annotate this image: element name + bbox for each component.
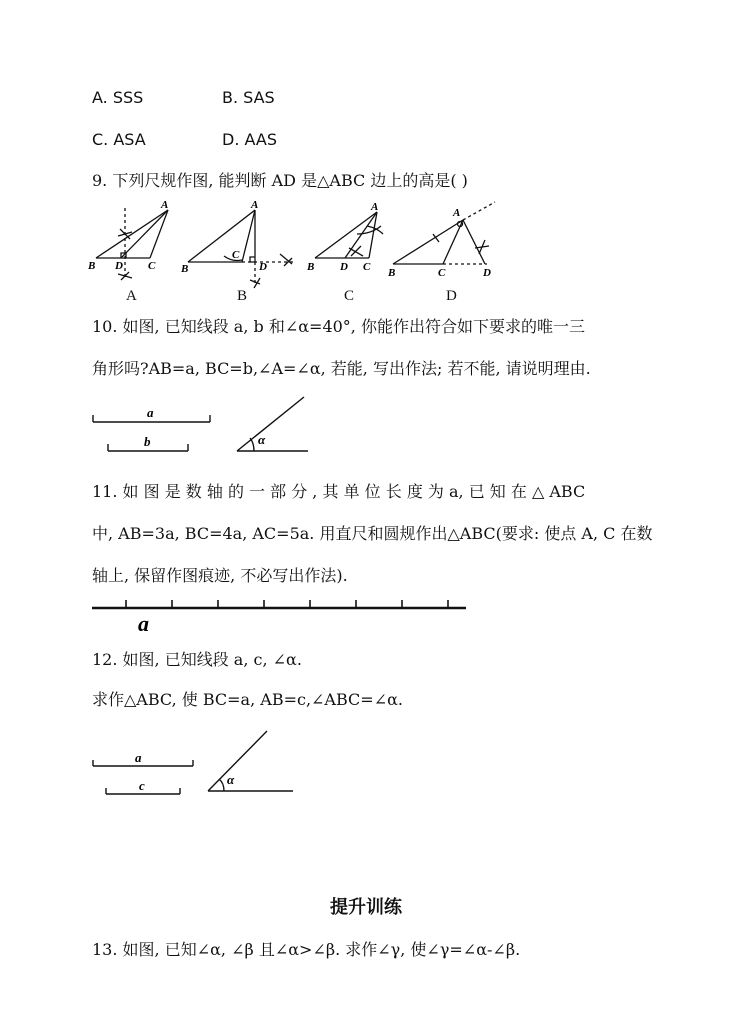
label-b: B	[88, 260, 96, 272]
label-c: C	[148, 260, 156, 272]
question-10-line-2: 角形吗?AB=a, BC=b,∠A=∠α, 若能, 写出作法; 若不能, 请说明理由.	[92, 359, 591, 378]
figure-9b-caption: B	[237, 288, 248, 304]
label-c: C	[438, 267, 446, 279]
label-b: B	[307, 261, 315, 273]
label-d: D	[115, 260, 123, 272]
figure-9d	[385, 198, 505, 284]
figure-9a-caption: A	[126, 288, 137, 304]
label-b: B	[388, 267, 396, 279]
figure-9d-caption: D	[446, 288, 457, 304]
figure-9b	[180, 198, 300, 290]
unit-length-label: a	[138, 611, 149, 636]
section-heading: 提升训练	[330, 897, 402, 918]
segment-a-label: a	[147, 405, 154, 420]
label-b: B	[181, 263, 189, 275]
question-11-line-2: 中, AB=3a, BC=4a, AC=5a. 用直尺和圆规作出△ABC(要求: 使点 A, C 在数	[92, 524, 653, 543]
figure-12-segments	[92, 746, 202, 800]
question-11-line-1: 11. 如 图 是 数 轴 的 一 部 分 , 其 单 位 长 度 为 a, 已 知 在 △ ABC	[92, 482, 586, 501]
option-d: D. AAS	[222, 130, 277, 149]
label-c: C	[363, 261, 371, 273]
label-a: A	[161, 199, 169, 211]
option-b: B. SAS	[222, 88, 275, 107]
angle-alpha-label: α	[227, 772, 235, 787]
question-11-line-3: 轴上, 保留作图痕迹, 不必写出作法).	[92, 566, 348, 585]
number-line	[92, 598, 472, 634]
label-a: A	[453, 207, 461, 219]
question-10-line-1: 10. 如图, 已知线段 a, b 和∠α=40°, 你能作出符合如下要求的唯一三	[92, 317, 585, 336]
segment-c-label: c	[139, 778, 145, 793]
label-a: A	[251, 199, 259, 211]
option-c: C. ASA	[92, 130, 146, 149]
question-12-line-2: 求作△ABC, 使 BC=a, AB=c,∠ABC=∠α.	[92, 690, 403, 709]
label-d: D	[483, 267, 491, 279]
figure-12-angle	[207, 729, 297, 795]
figure-9c-caption: C	[344, 288, 355, 304]
option-a: A. SSS	[92, 88, 144, 107]
segment-b-label: b	[144, 434, 151, 449]
segment-a-label: a	[135, 750, 142, 765]
figure-10-angle	[236, 395, 316, 455]
label-a: A	[371, 201, 379, 213]
question-12-line-1: 12. 如图, 已知线段 a, c, ∠α.	[92, 650, 302, 669]
label-c: C	[232, 249, 240, 261]
question-9-stem: 9. 下列尺规作图, 能判断 AD 是△ABC 边上的高是( )	[92, 171, 468, 190]
label-d: D	[259, 261, 267, 273]
label-d: D	[340, 261, 348, 273]
question-13-line-1: 13. 如图, 已知∠α, ∠β 且∠α>∠β. 求作∠γ, 使∠γ=∠α-∠β.	[92, 940, 521, 959]
angle-alpha-label: α	[258, 432, 266, 447]
figure-10-segments	[92, 398, 222, 458]
